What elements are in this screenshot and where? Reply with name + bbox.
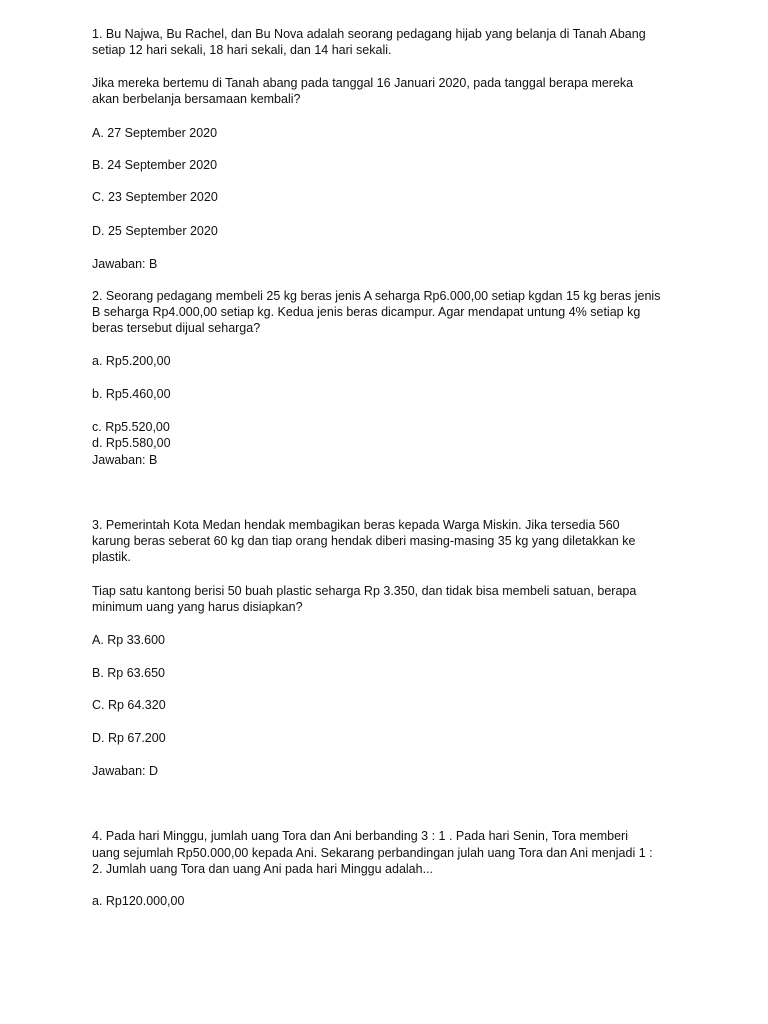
- q3-stem-line-3: plastik.: [92, 550, 131, 564]
- q3-answer: Jawaban: D: [92, 764, 159, 778]
- q1-question-line-2: akan berbelanja bersamaan kembali?: [92, 92, 301, 106]
- q1-answer: Jawaban: B: [92, 257, 158, 271]
- q4-stem-line-2: uang sejumlah Rp50.000,00 kepada Ani. Sekarang perbandingan julah uang Tora dan Ani menjadi 1 :: [92, 846, 653, 860]
- q3-option-b: B. Rp 63.650: [92, 666, 165, 680]
- q1-option-a: A. 27 September 2020: [92, 126, 218, 140]
- q4-stem-line-3: 2. Jumlah uang Tora dan uang Ani pada hari Minggu adalah...: [92, 862, 433, 876]
- q2-answer: Jawaban: B: [92, 453, 158, 467]
- q1-option-b: B. 24 September 2020: [92, 158, 218, 172]
- q2-stem-line-2: B seharga Rp4.000,00 setiap kg. Kedua jenis beras dicampur. Agar mendapat untung 4% setiap kg: [92, 305, 641, 319]
- q4-stem-line-1: 4. Pada hari Minggu, jumlah uang Tora dan Ani berbanding 3 : 1 . Pada hari Senin, Tora memberi: [92, 829, 628, 843]
- q1-option-d: D. 25 September 2020: [92, 224, 218, 238]
- q3-stem-line-1: 3. Pemerintah Kota Medan hendak membagikan beras kepada Warga Miskin. Jika tersedia 560: [92, 518, 620, 532]
- q2-stem-line-1: 2. Seorang pedagang membeli 25 kg beras jenis A seharga Rp6.000,00 setiap kgdan 15 kg beras jenis: [92, 289, 661, 303]
- q4-option-a: a. Rp120.000,00: [92, 894, 185, 908]
- q3-question-line-1: Tiap satu kantong berisi 50 buah plastic seharga Rp 3.350, dan tidak bisa membeli satuan, berapa: [92, 584, 637, 598]
- q2-stem-line-3: beras tersebut dijual seharga?: [92, 321, 261, 335]
- q2-option-b: b. Rp5.460,00: [92, 387, 171, 401]
- q1-option-c: C. 23 September 2020: [92, 190, 218, 204]
- q3-option-c: C. Rp 64.320: [92, 698, 166, 712]
- q1-question-line-1: Jika mereka bertemu di Tanah abang pada tanggal 16 Januari 2020, pada tanggal berapa mereka: [92, 76, 634, 90]
- q3-option-a: A. Rp 33.600: [92, 633, 165, 647]
- q1-stem-line-2: setiap 12 hari sekali, 18 hari sekali, dan 14 hari sekali.: [92, 43, 392, 57]
- q3-question-line-2: minimum uang yang harus disiapkan?: [92, 600, 303, 614]
- q2-option-a: a. Rp5.200,00: [92, 354, 171, 368]
- q2-option-c: c. Rp5.520,00: [92, 420, 170, 434]
- q3-stem-line-2: karung beras seberat 60 kg dan tiap orang hendak diberi masing-masing 35 kg yang diletakkan ke: [92, 534, 636, 548]
- q1-stem-line-1: 1. Bu Najwa, Bu Rachel, dan Bu Nova adalah seorang pedagang hijab yang belanja di Tanah Abang: [92, 27, 646, 41]
- q2-option-d: d. Rp5.580,00: [92, 436, 171, 450]
- q3-option-d: D. Rp 67.200: [92, 731, 166, 745]
